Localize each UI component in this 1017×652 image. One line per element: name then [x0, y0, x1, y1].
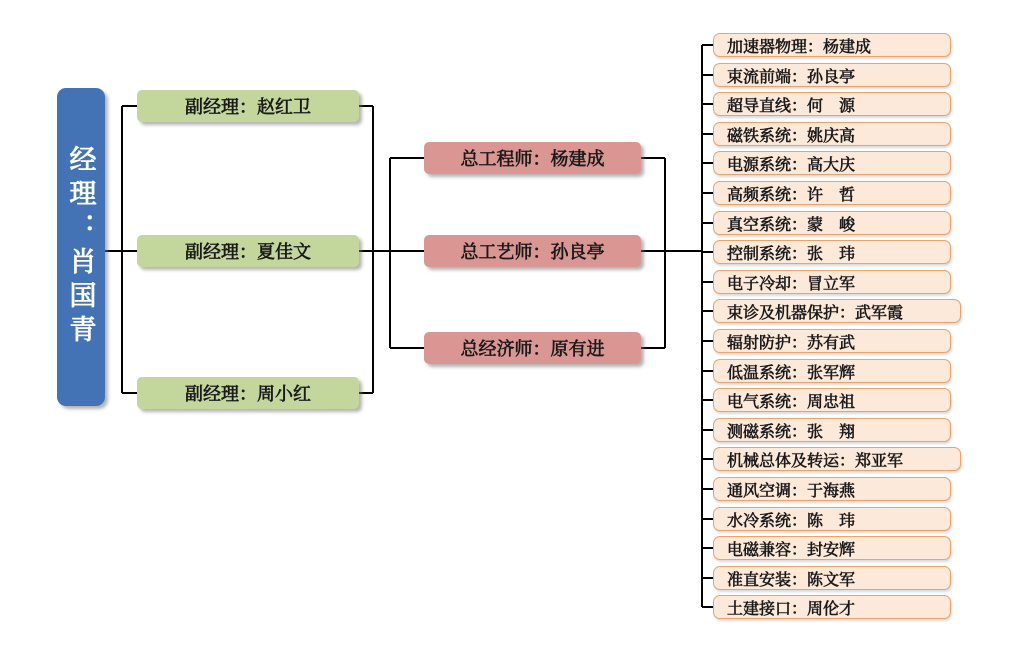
chief-node — [424, 235, 641, 267]
department-node — [713, 507, 951, 531]
deputy-manager-node-label: 副经理：夏佳文 — [185, 242, 311, 262]
deputy-manager-node — [137, 235, 359, 267]
department-node — [713, 181, 951, 205]
department-node-label: 真空系统：蒙 峻 — [727, 216, 856, 234]
manager-label: 经理：肖国青 — [65, 145, 96, 349]
department-node-label: 土建接口：周伦才 — [727, 600, 856, 618]
chief-node-label: 总工程师：杨建成 — [460, 149, 605, 169]
manager-node — [57, 88, 105, 406]
department-node-label: 控制系统：张 玮 — [727, 245, 856, 263]
department-node — [713, 566, 951, 590]
department-node — [713, 477, 951, 501]
department-node — [713, 359, 951, 383]
department-node — [713, 299, 961, 323]
department-node-label: 加速器物理：杨建成 — [727, 38, 872, 56]
department-node-label: 测磁系统：张 翔 — [727, 423, 856, 441]
department-node-label: 辐射防护：苏有武 — [727, 334, 856, 352]
department-node-label: 准直安装：陈文军 — [727, 571, 856, 589]
deputy-manager-node — [137, 90, 359, 122]
department-node-label: 束流前端：孙良亭 — [727, 68, 856, 86]
department-node-label: 电磁兼容：封安辉 — [727, 541, 856, 559]
department-node — [713, 536, 951, 560]
department-node — [713, 240, 951, 264]
department-node-label: 电气系统：周忠祖 — [727, 393, 856, 411]
department-node — [713, 595, 951, 619]
department-node — [713, 122, 951, 146]
department-node — [713, 33, 951, 57]
department-node-label: 高频系统：许 哲 — [727, 186, 856, 204]
department-node-label: 水冷系统：陈 玮 — [727, 512, 856, 530]
department-node — [713, 418, 951, 442]
department-node — [713, 447, 961, 471]
department-node — [713, 63, 951, 87]
department-node-label: 束诊及机器保护：武军霞 — [727, 304, 904, 322]
department-node-label: 通风空调：于海燕 — [727, 482, 856, 500]
chief-node — [424, 142, 641, 174]
department-node — [713, 329, 951, 353]
deputy-manager-node-label: 副经理：周小红 — [185, 384, 311, 404]
department-node-label: 电子冷却：冒立军 — [727, 275, 856, 293]
department-node — [713, 211, 951, 235]
department-node-label: 磁铁系统：姚庆高 — [727, 127, 856, 145]
chief-node-label: 总经济师：原有进 — [460, 339, 605, 359]
department-node — [713, 270, 951, 294]
department-node-label: 低温系统：张军辉 — [727, 364, 856, 382]
department-node — [713, 388, 951, 412]
department-node — [713, 92, 951, 116]
department-node — [713, 151, 951, 175]
deputy-manager-node-label: 副经理：赵红卫 — [185, 97, 311, 117]
department-node-label: 超导直线：何 源 — [727, 97, 856, 115]
chief-node — [424, 332, 641, 364]
deputy-manager-node — [137, 377, 359, 409]
department-node-label: 机械总体及转运：郑亚军 — [727, 452, 904, 470]
chief-node-label: 总工艺师：孙良亭 — [460, 242, 605, 262]
department-node-label: 电源系统：高大庆 — [727, 156, 856, 174]
